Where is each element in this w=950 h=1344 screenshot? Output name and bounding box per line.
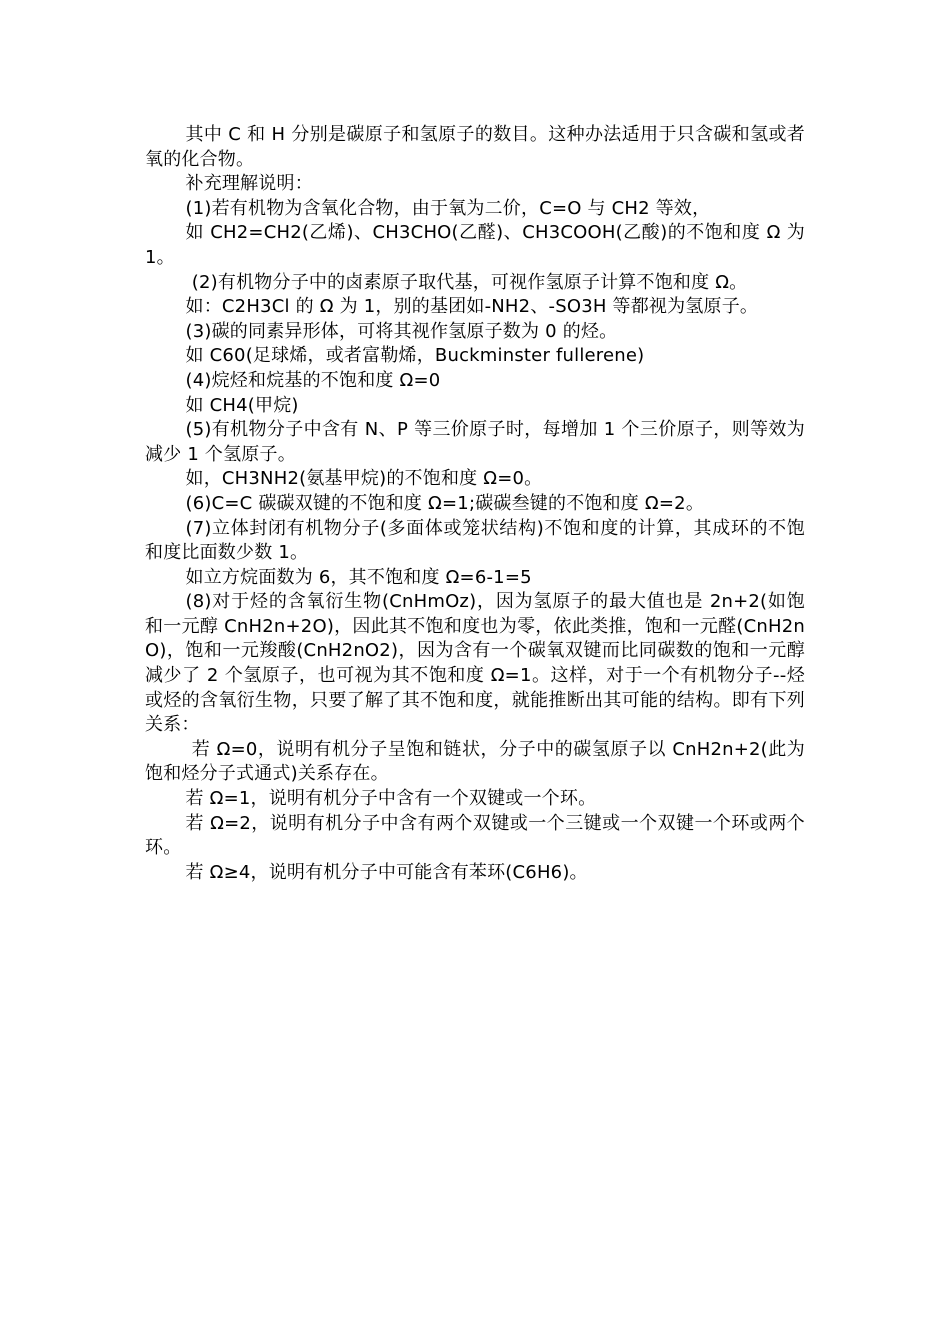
paragraph-relation-omega-1: 若 Ω=1，说明有机分子中含有一个双键或一个环。 [185, 788, 597, 810]
paragraph-rule-4: (4)烷烃和烷基的不饱和度 Ω=0 [185, 369, 441, 391]
paragraph-relation-omega-0: 若 Ω=0，说明有机分子呈饱和链状，分子中的碳氢原子以 CnH2n+2(此为饱和烃分子式通式)关系存在。 [145, 738, 805, 785]
paragraph-rule-2: (2)有机物分子中的卤素原子取代基，可视作氢原子计算不饱和度 Ω。 [191, 271, 748, 293]
paragraph-rule-5: (5)有机物分子中含有 N、P 等三价原子时，每增加 1 个三价原子，则等效为减少 1 个氢原子。 [145, 419, 805, 465]
paragraph-rule-3-example: 如 C60(足球烯，或者富勒烯，Buckminster fullerene) [185, 345, 645, 367]
paragraph-intro: 其中 C 和 H 分别是碳原子和氢原子的数目。这种办法适用于只含碳和氢或者氧的化合物。 [145, 124, 805, 170]
paragraph-relation-omega-4: 若 Ω≥4，说明有机分子中可能含有苯环(C6H6)。 [185, 861, 588, 883]
paragraph-rule-7-example: 如立方烷面数为 6，其不饱和度 Ω=6-1=5 [185, 566, 532, 588]
paragraph-supplement-heading: 补充理解说明： [185, 173, 313, 195]
paragraph-relation-omega-2: 若 Ω=2，说明有机分子中含有两个双键或一个三键或一个双键一个环或两个环。 [145, 812, 805, 859]
paragraph-rule-1-example: 如 CH2=CH2(乙烯)、CH3CHO(乙醛)、CH3COOH(乙酸)的不饱和度 Ω 为 1。 [145, 222, 805, 268]
paragraph-rule-8: (8)对于烃的含氧衍生物(CnHmOz)，因为氢原子的最大值也是 2n+2(如饱和一元醇 CnH2n+2O)，因此其不饱和度也为零，依此类推，饱和一元醛(CnH2nO)，饱和一元羧酸(CnH2nO2)，因为含有一个碳氧双键而比同碳数的饱和一元醇减少了 2 个氢原子，也可视为其不饱和度 Ω=1。这样，对于一个有机物分子--烃或烃的含氧衍生物，只要了解了其不饱和度，就能推断出其可能的结构。即有下列关系： [145, 591, 805, 736]
paragraph-rule-3: (3)碳的同素异形体，可将其视作氢原子数为 0 的烃。 [185, 320, 618, 342]
paragraph-rule-1: (1)若有机物为含氧化合物，由于氧为二价，C=O 与 CH2 等效， [185, 197, 711, 219]
document-body [145, 123, 805, 885]
paragraph-rule-7: (7)立体封闭有机物分子(多面体或笼状结构)不饱和度的计算，其成环的不饱和度比面数少数 1。 [145, 517, 805, 564]
paragraph-rule-6: (6)C=C 碳碳双键的不饱和度 Ω=1;碳碳叁键的不饱和度 Ω=2。 [185, 492, 705, 514]
paragraph-rule-4-example: 如 CH4(甲烷) [185, 394, 299, 416]
paragraph-rule-2-example: 如：C2H3Cl 的 Ω 为 1，别的基团如-NH2、-SO3H 等都视为氢原子。 [185, 296, 759, 318]
paragraph-rule-5-example: 如，CH3NH2(氨基甲烷)的不饱和度 Ω=0。 [185, 468, 543, 490]
